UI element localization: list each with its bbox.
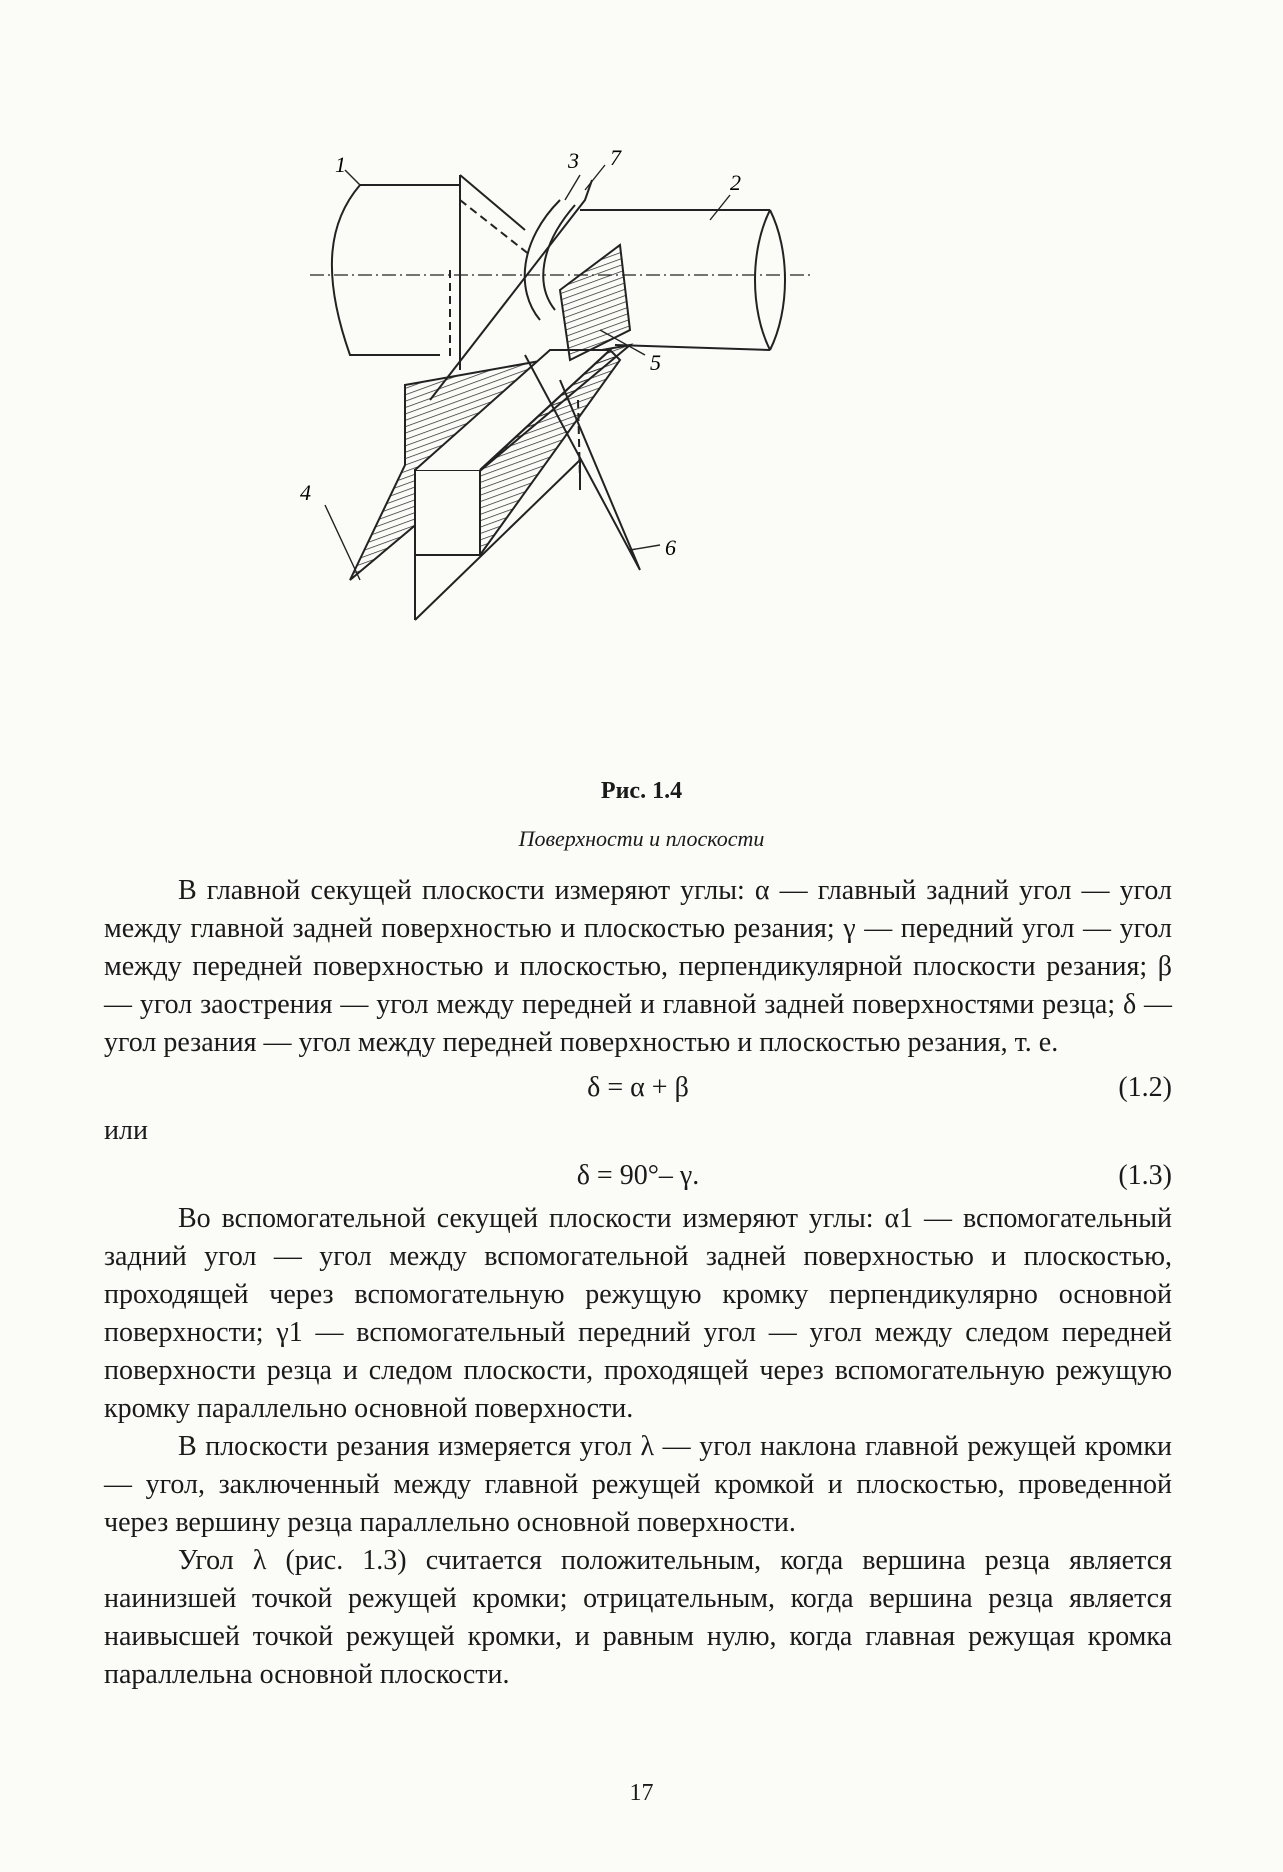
label-5: 5 [650, 350, 661, 375]
label-2: 2 [730, 170, 741, 195]
leader-7 [585, 165, 605, 190]
label-1: 1 [335, 152, 346, 177]
label-4: 4 [300, 480, 311, 505]
leader-4 [325, 505, 360, 580]
figure-1-4 [300, 145, 930, 760]
body-text [104, 872, 1172, 1694]
formula-expression: δ = 90°– γ. [576, 1160, 700, 1191]
page-number: 17 [629, 1780, 654, 1806]
label-6: 6 [665, 535, 676, 560]
formula-number: (1.2) [1118, 1072, 1172, 1103]
formula-1-3 [104, 1154, 1172, 1198]
paragraph-1: В главной секущей плоскости измеряют углы: α — главный задний угол — угол между главной задней поверхностью и плоскостью резания; γ — передний угол — угол между передней поверхностью и плоскостью, перпендикулярной плоскости резания; β — угол заострения — угол между передней и главной задней поверхностями резца; δ — угол резания — угол между передней поверхностью и плоскостью резания, т. е. [104, 875, 1172, 1058]
formula-number: (1.3) [1118, 1160, 1172, 1191]
cutting-tool-diagram [300, 145, 930, 760]
formula-1-2 [104, 1066, 1172, 1110]
leader-3 [565, 175, 580, 200]
label-3: 3 [568, 148, 579, 173]
or-word: или [104, 1115, 148, 1146]
formula-expression: δ = α + β [587, 1072, 689, 1103]
tool-shank-front [415, 470, 480, 555]
label-7: 7 [610, 145, 621, 170]
figure-caption: Поверхности и плоскости [518, 826, 765, 851]
hidden-edge [460, 200, 530, 255]
tool-head [560, 245, 630, 360]
paragraph-4: Угол λ (рис. 1.3) считается положительным, когда вершина резца является наинизшей точкой режущей кромки; отрицательным, когда вершина резца является наивысшей точкой режущей кромки, и равным нулю, когда главная режущая кромка параллельна основной плоскости. [104, 1545, 1172, 1690]
leader-2 [710, 195, 730, 220]
figure-number: Рис. 1.4 [600, 778, 683, 804]
paragraph-2: Во вспомогательной секущей плоскости измеряют углы: α1 — вспомогательный задний угол — угол между вспомогательной задней поверхностью и плоскостью, проходящей через вспомогательную режущую кромку перпендикулярно основной поверхности; γ1 — вспомогательный передний угол — угол между следом передней поверхности резца и следом плоскости, проходящей через вспомогательную режущую кромку параллельно основной поверхности. [104, 1203, 1172, 1424]
workpiece-left [332, 185, 460, 355]
paragraph-3: В плоскости резания измеряется угол λ — угол наклона главной режущей кромки — угол, заключенный между главной режущей кромкой и плоскостью, проведенной через вершину резца параллельно основной поверхности. [104, 1431, 1172, 1538]
leader-1 [345, 170, 360, 185]
leader-6 [630, 545, 660, 550]
